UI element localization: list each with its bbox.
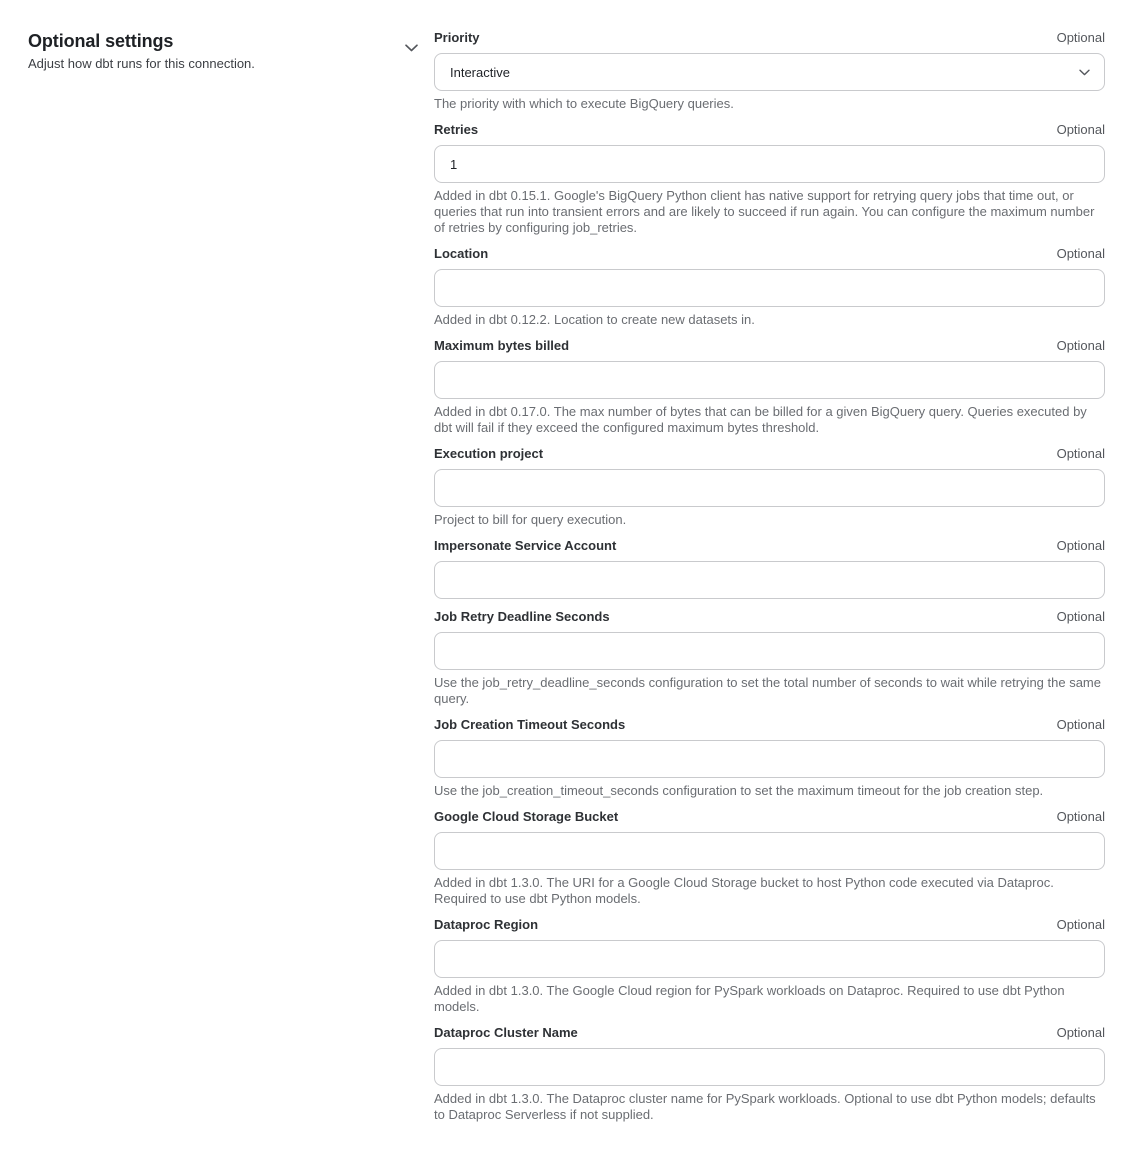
section-header — [28, 30, 418, 72]
field-control — [434, 269, 1105, 307]
priority-select[interactable] — [434, 53, 1105, 91]
form-field — [434, 917, 1105, 1015]
chevron-down-icon — [405, 44, 418, 52]
field-control — [434, 361, 1105, 399]
form-field — [434, 809, 1105, 907]
select-value: Interactive — [450, 64, 510, 80]
field-control — [434, 832, 1105, 870]
field-header — [434, 122, 1105, 138]
field-label: Location — [434, 246, 489, 261]
field-help-text: Added in dbt 1.3.0. The Dataproc cluster name for PySpark workloads. Optional to use dbt Python models; defaults to Dataproc Serverless if not supplied. — [434, 1091, 1096, 1122]
field-control — [434, 145, 1105, 183]
optional-badge: Optional — [1056, 122, 1105, 137]
field-header — [434, 809, 1105, 825]
field-help-text: Use the job_creation_timeout_seconds configuration to set the maximum timeout for the job creation step. — [434, 783, 1044, 798]
form-field — [434, 717, 1105, 799]
field-help-text: Use the job_retry_deadline_seconds configuration to set the total number of seconds to wait while retrying the same query. — [434, 675, 1101, 706]
field-header — [434, 446, 1105, 462]
field-help-text: Added in dbt 1.3.0. The URI for a Google Cloud Storage bucket to host Python code executed via Dataproc. Required to use dbt Python models. — [434, 875, 1054, 906]
location-input[interactable] — [434, 269, 1105, 307]
optional-badge: Optional — [1056, 809, 1105, 824]
form-field — [434, 30, 1105, 112]
field-label: Job Creation Timeout Seconds — [434, 717, 626, 732]
field-header — [434, 717, 1105, 733]
field-control — [434, 1048, 1105, 1086]
job-creation-timeout-seconds-input[interactable] — [434, 740, 1105, 778]
field-header — [434, 338, 1105, 354]
maximum-bytes-billed-input[interactable] — [434, 361, 1105, 399]
field-header — [434, 1025, 1105, 1041]
dataproc-cluster-name-input[interactable] — [434, 1048, 1105, 1086]
optional-badge: Optional — [1056, 917, 1105, 932]
field-header — [434, 917, 1105, 933]
field-label: Maximum bytes billed — [434, 338, 570, 353]
retries-input[interactable] — [434, 145, 1105, 183]
form-field — [434, 122, 1105, 236]
field-control — [434, 940, 1105, 978]
field-header — [434, 609, 1105, 625]
execution-project-input[interactable] — [434, 469, 1105, 507]
job-retry-deadline-seconds-input[interactable] — [434, 632, 1105, 670]
form-field — [434, 338, 1105, 436]
field-label: Execution project — [434, 446, 544, 461]
field-control — [434, 632, 1105, 670]
section-collapse-toggle[interactable] — [405, 44, 418, 52]
field-help-text: Added in dbt 0.12.2. Location to create new datasets in. — [434, 312, 755, 327]
optional-badge: Optional — [1056, 30, 1105, 45]
field-label: Dataproc Cluster Name — [434, 1025, 578, 1040]
optional-badge: Optional — [1056, 1025, 1105, 1040]
field-header — [434, 538, 1105, 554]
field-label: Priority — [434, 30, 480, 45]
field-control — [434, 469, 1105, 507]
optional-badge: Optional — [1056, 538, 1105, 553]
section-description: Adjust how dbt runs for this connection. — [28, 56, 255, 71]
optional-badge: Optional — [1056, 717, 1105, 732]
field-label: Job Retry Deadline Seconds — [434, 609, 610, 624]
field-header — [434, 30, 1105, 46]
field-control — [434, 561, 1105, 599]
field-header — [434, 246, 1105, 262]
form-field — [434, 1025, 1105, 1123]
optional-badge: Optional — [1056, 338, 1105, 353]
field-label: Impersonate Service Account — [434, 538, 617, 553]
section-title: Optional settings — [28, 31, 174, 51]
settings-form — [434, 30, 1105, 1133]
form-field — [434, 246, 1105, 328]
form-field — [434, 609, 1105, 707]
dataproc-region-input[interactable] — [434, 940, 1105, 978]
field-help-text: Added in dbt 0.17.0. The max number of bytes that can be billed for a given BigQuery query. Queries executed by dbt will fail if they exceed the configured maximum bytes threshold. — [434, 404, 1087, 435]
chevron-down-icon — [1079, 69, 1090, 76]
form-field — [434, 538, 1105, 599]
field-label: Google Cloud Storage Bucket — [434, 809, 619, 824]
form-field — [434, 446, 1105, 528]
field-label: Retries — [434, 122, 479, 137]
field-help-text: Added in dbt 0.15.1. Google's BigQuery Python client has native support for retrying query jobs that time out, or queries that run into transient errors and are likely to succeed if run again. You can configure the maximum number of retries by configuring job_retries. — [434, 188, 1095, 235]
field-help-text: Added in dbt 1.3.0. The Google Cloud region for PySpark workloads on Dataproc. Required to use dbt Python models. — [434, 983, 1065, 1014]
optional-badge: Optional — [1056, 446, 1105, 461]
optional-badge: Optional — [1056, 246, 1105, 261]
field-control — [434, 53, 1105, 91]
field-label: Dataproc Region — [434, 917, 539, 932]
google-cloud-storage-bucket-input[interactable] — [434, 832, 1105, 870]
field-help-text: The priority with which to execute BigQuery queries. — [434, 96, 734, 111]
field-help-text: Project to bill for query execution. — [434, 512, 627, 527]
optional-badge: Optional — [1056, 609, 1105, 624]
impersonate-service-account-input[interactable] — [434, 561, 1105, 599]
section-header-text — [28, 30, 255, 72]
field-control — [434, 740, 1105, 778]
